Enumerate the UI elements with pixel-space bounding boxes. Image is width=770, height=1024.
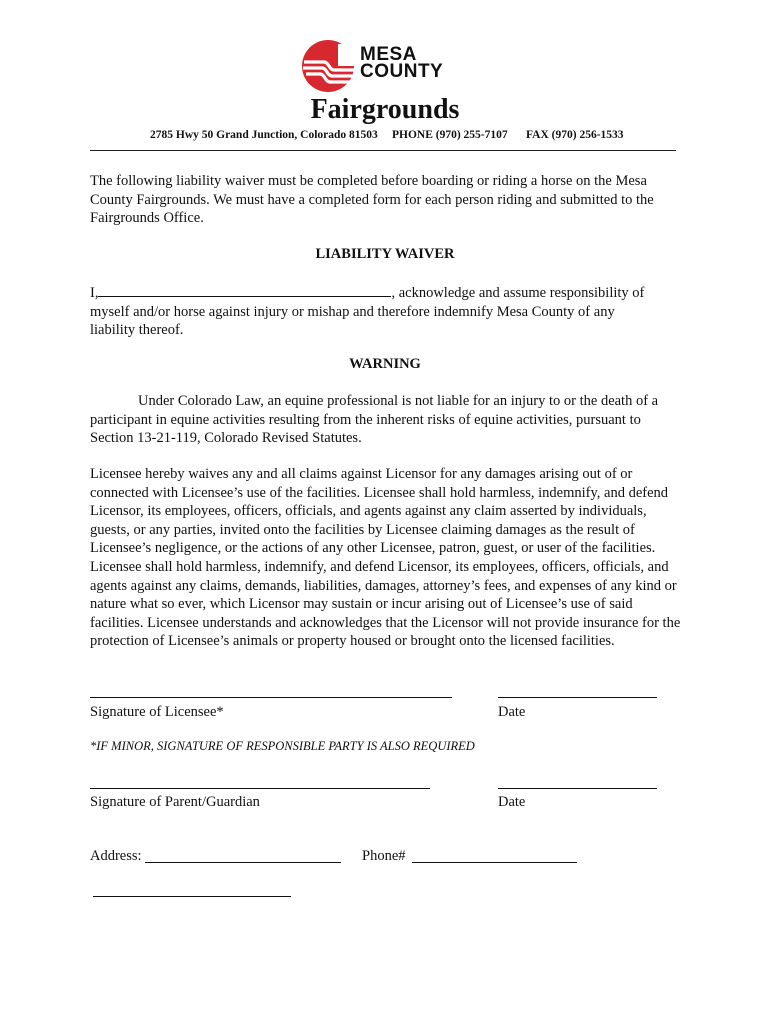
mesa-county-logo-icon (298, 38, 358, 94)
waiver-line1-suffix: , acknowledge and assume responsibility of (391, 285, 645, 301)
warning-heading: WARNING (349, 356, 421, 372)
licensee-date-label: Date (498, 704, 526, 720)
licensee-date-field[interactable] (498, 697, 657, 698)
guardian-date-label: Date (498, 794, 526, 810)
address-label: Address: (90, 848, 142, 864)
licensee-signature-field[interactable] (90, 697, 452, 698)
licensee-signature-label: Signature of Licensee* (90, 704, 224, 720)
page-title: Fairgrounds (310, 94, 460, 125)
waiver-line2: myself and/or horse against injury or mishap and therefore indemnify Mesa County of any (90, 303, 615, 320)
name-field[interactable] (98, 282, 391, 297)
terms-paragraph: Licensee hereby waives any and all claims against Licensor for any damages arising out of or connected with Licensee’s use of the facilities. Licensee shall hold harmless, indemnify, and defend Licensor, its employees, officers, officials, and agents against any claim asserted by individuals, guests, or any parties, invited onto the facilities by Licensee claiming damages as the result of Licensee’s negligence, or the actions of any other Licensee, patron, guest, or user of the facilities. Licensee shall hold harmless, indemnify, and defend Licensor, its employees, officers, officials, and agents against any claims, demands, liabilities, damages, attorney’s fees, and expenses of any kind or nature what so ever, which Licensor may sustain or incur arising out of Licensee’s use of said facilities. Licensee understands and acknowledges that the Licensor will not provide insurance for the protection of Licensee’s animals or property housed or brought onto the licensed facilities. (90, 466, 681, 650)
guardian-date-field[interactable] (498, 788, 657, 789)
logo-line-mesa: MESA (360, 44, 417, 65)
header-divider (90, 150, 676, 151)
guardian-signature-field[interactable] (90, 788, 430, 789)
logo-wordmark (360, 46, 443, 80)
minor-signature-note: *IF MINOR, SIGNATURE OF RESPONSIBLE PARTY IS ALSO REQUIRED (90, 739, 475, 753)
fairgrounds-fax: FAX (970) 256-1533 (526, 129, 624, 141)
waiver-prefix: I, (90, 285, 99, 301)
liability-waiver-heading: LIABILITY WAIVER (315, 246, 455, 262)
contact-line (150, 128, 624, 142)
fairgrounds-address: 2785 Hwy 50 Grand Junction, Colorado 81503 (150, 129, 378, 141)
intro-paragraph: The following liability waiver must be completed before boarding or riding a horse on the Mesa County Fairgrounds. We must have a completed form for each person riding and submitted to the Fairgrounds Office. (90, 173, 654, 227)
guardian-signature-label: Signature of Parent/Guardian (90, 794, 260, 810)
warning-paragraph: Under Colorado Law, an equine professional is not liable for an injury to or the death of a participant in equine activities resulting from the inherent risks of equine activities, pursuant to Section 13-21-119, Colorado Revised Statutes. (90, 393, 659, 447)
phone-field[interactable] (412, 862, 577, 863)
logo-line-county: COUNTY (360, 61, 444, 82)
phone-label: Phone# (362, 848, 406, 864)
address-second-line-field[interactable] (93, 896, 291, 897)
waiver-line3: liability thereof. (90, 322, 184, 339)
fairgrounds-phone: PHONE (970) 255-7107 (392, 129, 508, 141)
mesa-county-logo (298, 38, 450, 94)
address-field[interactable] (145, 862, 341, 863)
waiver-statement (90, 282, 682, 340)
